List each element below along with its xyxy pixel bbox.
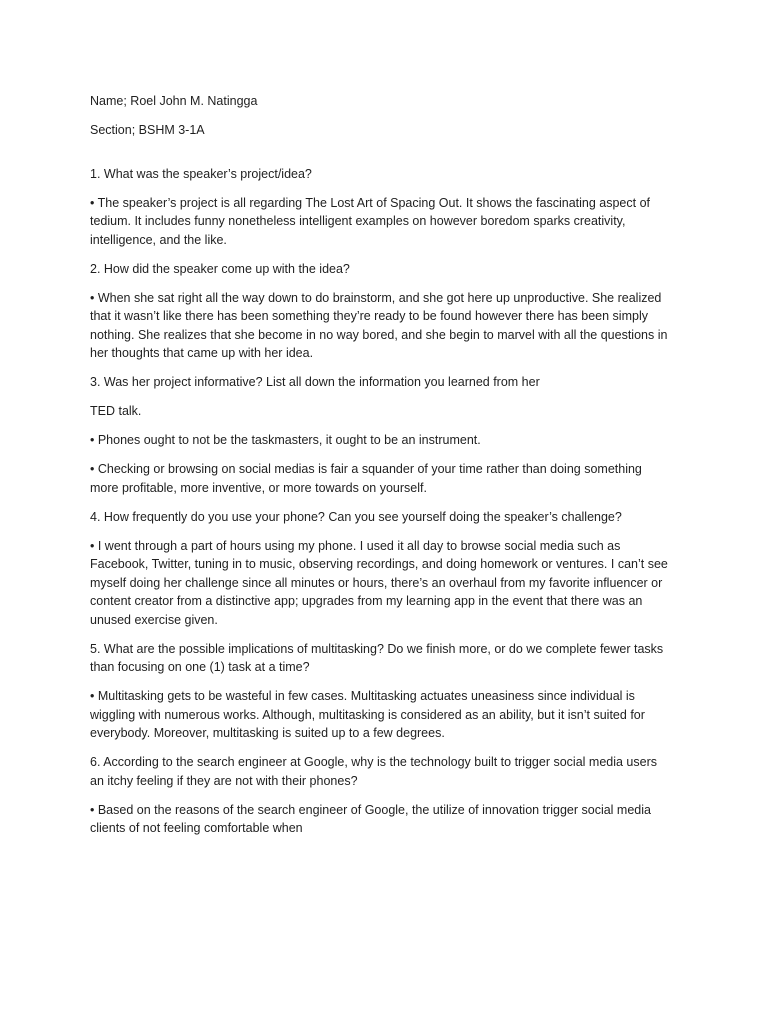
question-1: 1. What was the speaker’s project/idea? [90,166,312,181]
answer-3-bullet-1: • Phones ought to not be the taskmasters, it ought to be an instrument. [90,433,481,447]
answer-5: • Multitasking gets to be wasteful in few cases. Multitasking actuates uneasiness since individual is wiggling with numerous works. Although, multitasking is considered as an ability, but it isn’t suited for everybody. Moreover, multitasking is suited up to a few degrees. [90,689,645,740]
document-page [90,92,670,848]
question-6: 6. According to the search engineer at Google, why is the technology built to trigger social media users an itchy feeling if they are not with their phones? [90,755,657,788]
question-3-continued: TED talk. [90,404,142,418]
answer-4: • I went through a part of hours using my phone. I used it all day to browse social media such as Facebook, Twitter, tuning in to music, observing recordings, and doing homework or ventures. I can’t see myself doing her challenge since all minutes or hours, there’s an overhaul from my favorite influencer or content creator from a distinctive app; upgrades from my learning app in the event that there was an unused exercise given. [90,538,668,627]
answer-2: • When she sat right all the way down to do brainstorm, and she got here up unproductive. She realized that it wasn’t like there has been something they’re ready to be found however there has been simply nothing. She realizes that she become in no way bored, and she begin to marvel with all the questions in her thoughts that came up with her idea. [90,290,668,360]
student-name: Name; Roel John M. Natingga [90,94,258,108]
answer-6: • Based on the reasons of the search engineer of Google, the utilize of innovation trigger social media clients of not feeling comfortable when [90,802,651,835]
question-3: 3. Was her project informative? List all down the information you learned from her [90,375,540,389]
question-2: 2. How did the speaker come up with the idea? [90,261,350,276]
question-5: 5. What are the possible implications of multitasking? Do we finish more, or do we complete fewer tasks than focusing on one (1) task at a time? [90,641,664,674]
answer-3-bullet-2: • Checking or browsing on social medias is fair a squander of your time rather than doing something more profitable, more inventive, or more towards on yourself. [90,462,642,495]
student-section: Section; BSHM 3-1A [90,123,205,137]
question-4: 4. How frequently do you use your phone? Can you see yourself doing the speaker’s challenge? [90,509,622,524]
answer-1: • The speaker’s project is all regarding The Lost Art of Spacing Out. It shows the fascinating aspect of tedium. It includes funny nonetheless intelligent examples on however boredom sparks creativity, intelligence, and the like. [90,195,651,247]
